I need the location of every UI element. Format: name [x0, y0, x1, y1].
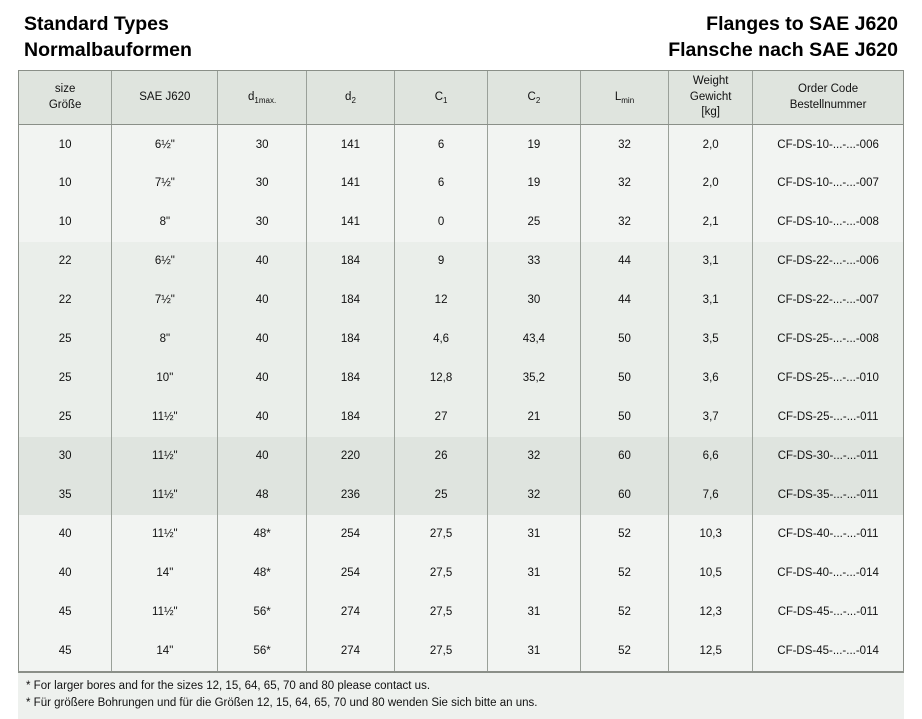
cell-weight: 12,3 [669, 593, 753, 632]
column-header-size-en: size [54, 83, 76, 96]
cell-c1: 12 [395, 281, 488, 320]
table-row [19, 593, 903, 632]
cell-d2: 236 [306, 476, 394, 515]
cell-order-code: CF-DS-22-...-...-006 [753, 242, 903, 281]
cell-c1: 27,5 [395, 593, 488, 632]
cell-weight: 7,6 [669, 476, 753, 515]
cell-lmin: 32 [580, 125, 668, 164]
cell-sae: 11½" [112, 398, 218, 437]
column-header-c1-subscript: 1 [443, 95, 448, 105]
cell-sae: 7½" [112, 281, 218, 320]
page-title-en: Standard Types [24, 13, 169, 35]
cell-d2: 184 [306, 242, 394, 281]
column-header-weight-en: Weight [692, 75, 729, 88]
table-row [19, 554, 903, 593]
cell-lmin: 44 [580, 281, 668, 320]
cell-weight: 2,0 [669, 125, 753, 164]
cell-d2: 141 [306, 164, 394, 203]
page-subtitle-de: Flansche nach SAE J620 [668, 38, 898, 61]
column-header-l-subscript: min [621, 95, 635, 105]
column-header-d2-subscript: 2 [351, 95, 356, 105]
cell-d1max: 40 [218, 242, 306, 281]
cell-d2: 184 [306, 281, 394, 320]
cell-d2: 184 [306, 398, 394, 437]
cell-c2: 31 [487, 554, 580, 593]
cell-order-code: CF-DS-10-...-...-006 [753, 125, 903, 164]
cell-order-code: CF-DS-40-...-...-011 [753, 515, 903, 554]
table-row [19, 320, 903, 359]
cell-lmin: 32 [580, 164, 668, 203]
title-block-right [668, 12, 898, 64]
column-header-d1-subscript: 1max. [254, 95, 277, 105]
cell-lmin: 52 [580, 632, 668, 671]
table-row [19, 632, 903, 671]
cell-d2: 184 [306, 320, 394, 359]
footnote-de: * Für größere Bohrungen und für die Größen 12, 15, 64, 65, 70 und 80 wenden Sie sich bitte an uns. [26, 697, 538, 710]
cell-lmin: 50 [580, 398, 668, 437]
cell-c2: 32 [487, 437, 580, 476]
cell-d2: 274 [306, 632, 394, 671]
cell-c2: 43,4 [487, 320, 580, 359]
cell-d1max: 48* [218, 515, 306, 554]
cell-weight: 12,5 [669, 632, 753, 671]
column-header-d2 [306, 71, 394, 125]
cell-d1max: 30 [218, 125, 306, 164]
cell-order-code: CF-DS-40-...-...-014 [753, 554, 903, 593]
cell-weight: 6,6 [669, 437, 753, 476]
cell-sae: 14" [112, 554, 218, 593]
column-header-size-de: Größe [48, 98, 82, 111]
column-header-d1-symbol: d [247, 90, 255, 103]
cell-size: 40 [19, 515, 112, 554]
table-header-row [19, 71, 903, 125]
table-row [19, 476, 903, 515]
cell-sae: 11½" [112, 437, 218, 476]
footnote-en: * For larger bores and for the sizes 12, 15, 64, 65, 70 and 80 please contact us. [26, 679, 431, 692]
cell-size: 35 [19, 476, 112, 515]
cell-d1max: 48 [218, 476, 306, 515]
cell-lmin: 52 [580, 554, 668, 593]
cell-c1: 4,6 [395, 320, 488, 359]
cell-c1: 0 [395, 203, 488, 242]
cell-d1max: 30 [218, 203, 306, 242]
table-row [19, 359, 903, 398]
column-header-order-code-en: Order Code [798, 83, 859, 96]
cell-size: 10 [19, 164, 112, 203]
cell-sae: 11½" [112, 515, 218, 554]
column-header-weight-unit: [kg] [701, 106, 720, 119]
cell-c2: 25 [487, 203, 580, 242]
cell-c1: 9 [395, 242, 488, 281]
cell-sae: 14" [112, 632, 218, 671]
cell-size: 30 [19, 437, 112, 476]
cell-d1max: 40 [218, 359, 306, 398]
table-header [19, 71, 903, 125]
cell-d1max: 40 [218, 437, 306, 476]
cell-weight: 3,5 [669, 320, 753, 359]
cell-weight: 10,3 [669, 515, 753, 554]
cell-c2: 19 [487, 164, 580, 203]
column-header-c2 [487, 71, 580, 125]
cell-lmin: 52 [580, 593, 668, 632]
cell-order-code: CF-DS-45-...-...-011 [753, 593, 903, 632]
cell-weight: 3,1 [669, 281, 753, 320]
cell-size: 22 [19, 281, 112, 320]
cell-lmin: 44 [580, 242, 668, 281]
cell-weight: 3,7 [669, 398, 753, 437]
cell-c2: 30 [487, 281, 580, 320]
cell-c1: 27,5 [395, 632, 488, 671]
column-header-sae [112, 71, 218, 125]
column-header-size [19, 71, 112, 125]
page-subtitle-en: Flanges to SAE J620 [706, 13, 898, 35]
cell-d2: 141 [306, 125, 394, 164]
column-header-c2-symbol: C [527, 90, 536, 103]
cell-sae: 10" [112, 359, 218, 398]
footnotes [18, 672, 904, 719]
column-header-c1 [395, 71, 488, 125]
cell-c2: 31 [487, 593, 580, 632]
cell-c2: 32 [487, 476, 580, 515]
cell-c2: 21 [487, 398, 580, 437]
table-row [19, 164, 903, 203]
cell-lmin: 60 [580, 476, 668, 515]
cell-size: 45 [19, 593, 112, 632]
cell-weight: 3,6 [669, 359, 753, 398]
cell-size: 25 [19, 359, 112, 398]
cell-order-code: CF-DS-30-...-...-011 [753, 437, 903, 476]
cell-c1: 6 [395, 164, 488, 203]
cell-d1max: 48* [218, 554, 306, 593]
cell-weight: 10,5 [669, 554, 753, 593]
cell-c2: 31 [487, 515, 580, 554]
cell-sae: 6½" [112, 242, 218, 281]
cell-sae: 7½" [112, 164, 218, 203]
cell-sae: 6½" [112, 125, 218, 164]
table-row [19, 398, 903, 437]
cell-d1max: 40 [218, 281, 306, 320]
table-body [19, 125, 903, 671]
cell-d1max: 40 [218, 398, 306, 437]
cell-order-code: CF-DS-35-...-...-011 [753, 476, 903, 515]
cell-lmin: 60 [580, 437, 668, 476]
cell-d1max: 40 [218, 320, 306, 359]
page-header [18, 10, 904, 70]
cell-c2: 31 [487, 632, 580, 671]
cell-size: 25 [19, 398, 112, 437]
cell-c2: 19 [487, 125, 580, 164]
cell-weight: 3,1 [669, 242, 753, 281]
column-header-d1max [218, 71, 306, 125]
cell-c1: 27 [395, 398, 488, 437]
cell-order-code: CF-DS-25-...-...-010 [753, 359, 903, 398]
title-block-left [24, 12, 192, 64]
cell-c1: 25 [395, 476, 488, 515]
cell-d2: 220 [306, 437, 394, 476]
cell-d1max: 56* [218, 632, 306, 671]
table-row [19, 281, 903, 320]
cell-c2: 35,2 [487, 359, 580, 398]
column-header-order-code-de: Bestellnummer [789, 98, 867, 111]
cell-c1: 27,5 [395, 554, 488, 593]
cell-d1max: 30 [218, 164, 306, 203]
cell-order-code: CF-DS-10-...-...-007 [753, 164, 903, 203]
table-row [19, 437, 903, 476]
cell-order-code: CF-DS-45-...-...-014 [753, 632, 903, 671]
column-header-weight-de: Gewicht [689, 90, 732, 103]
cell-c2: 33 [487, 242, 580, 281]
cell-c1: 6 [395, 125, 488, 164]
cell-order-code: CF-DS-25-...-...-008 [753, 320, 903, 359]
column-header-d2-symbol: d [345, 90, 352, 103]
column-header-c1-symbol: C [434, 90, 443, 103]
column-header-lmin [580, 71, 668, 125]
cell-c1: 26 [395, 437, 488, 476]
cell-lmin: 50 [580, 359, 668, 398]
table-row [19, 125, 903, 164]
table-row [19, 515, 903, 554]
column-header-weight [669, 71, 753, 125]
cell-size: 40 [19, 554, 112, 593]
cell-d1max: 56* [218, 593, 306, 632]
cell-size: 22 [19, 242, 112, 281]
cell-sae: 8" [112, 203, 218, 242]
table-row [19, 242, 903, 281]
cell-d2: 274 [306, 593, 394, 632]
cell-order-code: CF-DS-10-...-...-008 [753, 203, 903, 242]
cell-weight: 2,1 [669, 203, 753, 242]
cell-lmin: 50 [580, 320, 668, 359]
cell-c1: 27,5 [395, 515, 488, 554]
specs-table-container [18, 70, 904, 672]
cell-c1: 12,8 [395, 359, 488, 398]
cell-lmin: 32 [580, 203, 668, 242]
cell-order-code: CF-DS-22-...-...-007 [753, 281, 903, 320]
cell-size: 25 [19, 320, 112, 359]
cell-order-code: CF-DS-25-...-...-011 [753, 398, 903, 437]
cell-lmin: 52 [580, 515, 668, 554]
table-row [19, 203, 903, 242]
column-header-l-symbol: L [614, 90, 622, 103]
cell-weight: 2,0 [669, 164, 753, 203]
column-header-sae-label: SAE J620 [139, 90, 191, 103]
cell-size: 45 [19, 632, 112, 671]
cell-sae: 8" [112, 320, 218, 359]
cell-sae: 11½" [112, 476, 218, 515]
cell-d2: 141 [306, 203, 394, 242]
cell-d2: 184 [306, 359, 394, 398]
cell-size: 10 [19, 125, 112, 164]
page-title-de: Normalbauformen [24, 38, 192, 61]
cell-sae: 11½" [112, 593, 218, 632]
column-header-c2-subscript: 2 [535, 95, 541, 105]
cell-d2: 254 [306, 554, 394, 593]
column-header-order-code [753, 71, 903, 125]
specs-table [19, 71, 903, 671]
cell-d2: 254 [306, 515, 394, 554]
cell-size: 10 [19, 203, 112, 242]
